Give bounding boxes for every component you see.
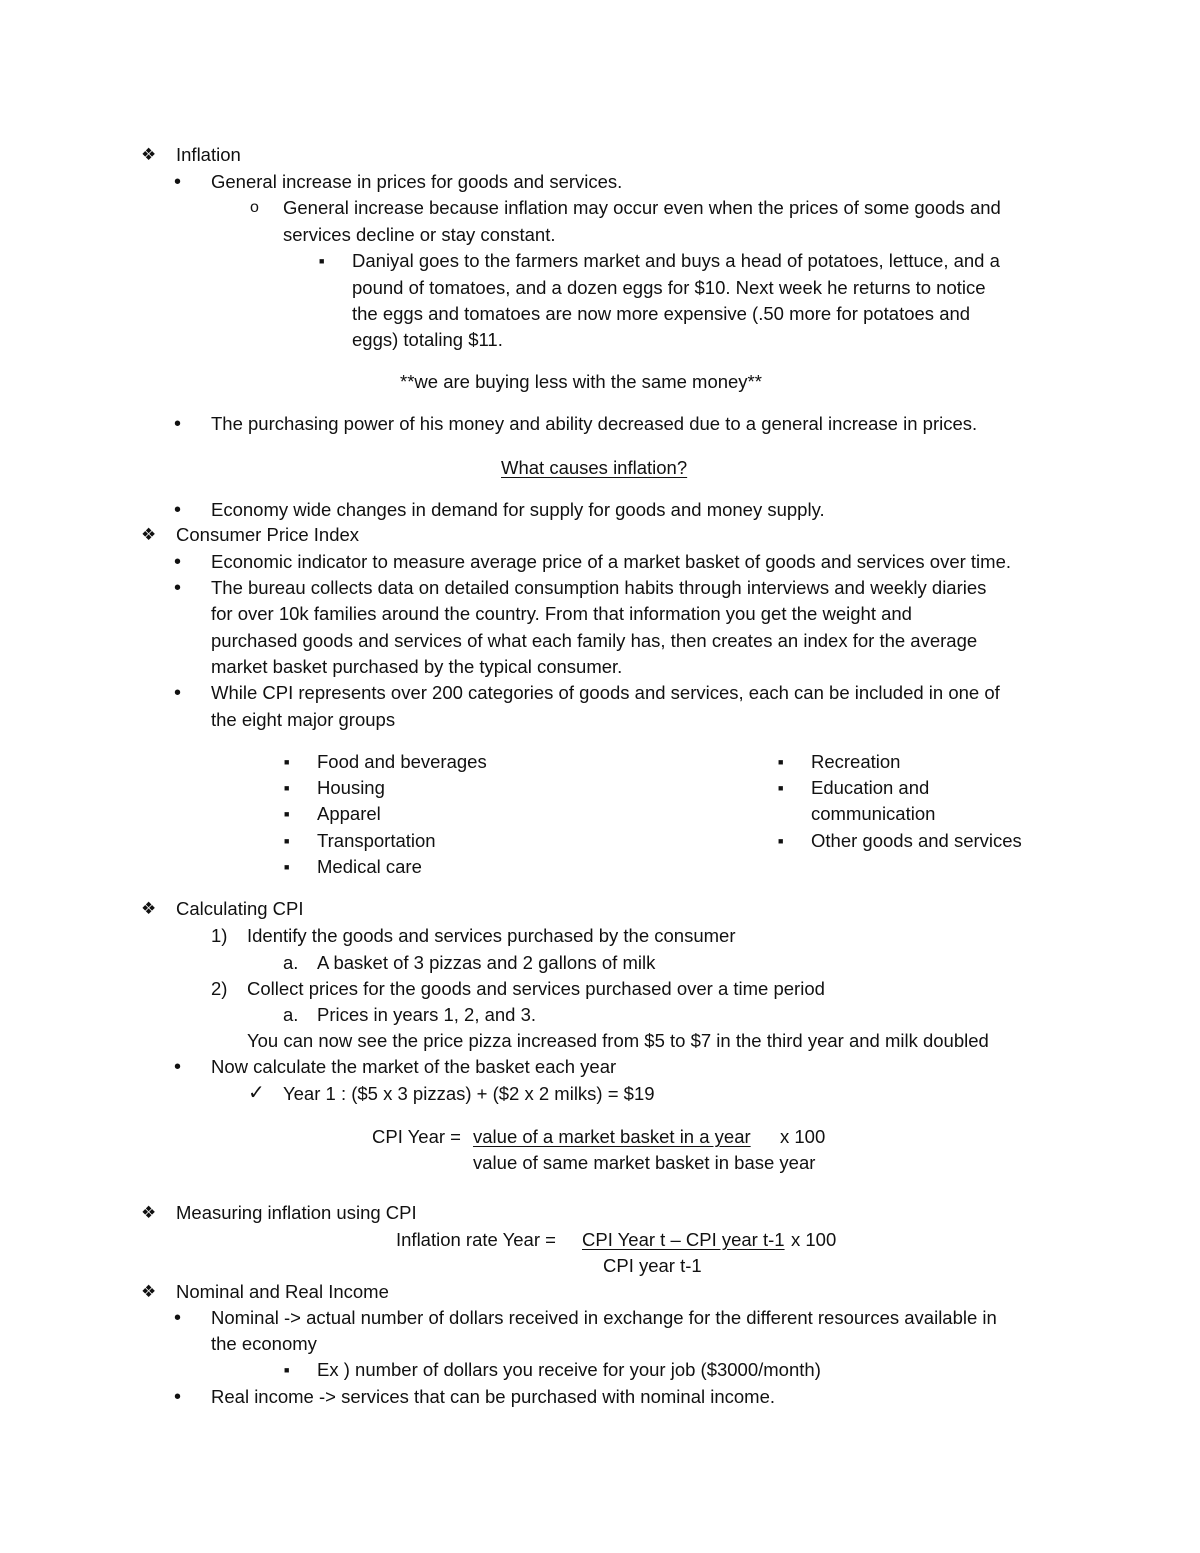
subheading-causes: What causes inflation? <box>501 457 688 478</box>
bullet-icon: • <box>174 682 182 704</box>
formula-multiplier: x 100 <box>791 1229 837 1250</box>
list-item: Economy wide changes in demand for supply for goods and money supply. <box>211 499 825 520</box>
formula-label: CPI Year = <box>372 1126 461 1147</box>
bullet-icon: • <box>174 171 182 193</box>
example-line: eggs) totaling $11. <box>352 329 503 350</box>
example-line: Daniyal goes to the farmers market and buys a head of potatoes, lettuce, and a <box>352 250 1000 271</box>
formula-label: Inflation rate Year = <box>396 1229 556 1250</box>
list-item: General increase because inflation may occur even when the prices of some goods and <box>283 197 1001 218</box>
group-item: Education and <box>811 777 930 798</box>
diamond-bullet-icon: ❖ <box>141 145 157 164</box>
substep-text: Prices in years 1, 2, and 3. <box>317 1004 537 1025</box>
square-bullet-icon: ■ <box>319 256 325 266</box>
diamond-bullet-icon: ❖ <box>141 1282 157 1301</box>
bullet-icon: • <box>174 499 182 521</box>
section-heading-measuring: Measuring inflation using CPI <box>176 1202 417 1223</box>
list-item: Real income -> services that can be purchased with nominal income. <box>211 1386 776 1407</box>
bullet-icon: • <box>174 1307 182 1329</box>
list-item-cont: for over 10k families around the country. From that information you get the weight and <box>211 603 912 624</box>
formula-numerator: value of a market basket in a year <box>473 1126 751 1147</box>
list-item-cont: market basket purchased by the typical consumer. <box>211 656 623 677</box>
list-item-cont: services decline or stay constant. <box>283 224 556 245</box>
list-item: While CPI represents over 200 categories of goods and services, each can be included in one of <box>211 682 1000 703</box>
list-item: The purchasing power of his money and ability decreased due to a general increase in prices. <box>211 413 978 434</box>
formula-numerator: CPI Year t – CPI year t-1 <box>582 1229 785 1250</box>
list-item: Nominal -> actual number of dollars received in exchange for the different resources available in <box>211 1307 997 1328</box>
substep-letter: a. <box>283 1004 299 1025</box>
list-item: General increase in prices for goods and services. <box>211 171 623 192</box>
example-line: pound of tomatoes, and a dozen eggs for $10. Next week he returns to notice <box>352 277 986 298</box>
group-item: Housing <box>317 777 385 798</box>
list-item: Now calculate the market of the basket each year <box>211 1056 617 1077</box>
section-heading-calculating: Calculating CPI <box>176 898 304 919</box>
square-bullet-icon: ■ <box>778 836 784 846</box>
square-bullet-icon: ■ <box>778 757 784 767</box>
section-heading-cpi: Consumer Price Index <box>176 524 360 545</box>
step-text: Identify the goods and services purchased by the consumer <box>247 925 736 946</box>
formula-denominator: CPI year t-1 <box>603 1255 702 1276</box>
group-item: Medical care <box>317 856 422 877</box>
bullet-icon: • <box>174 551 182 573</box>
diamond-bullet-icon: ❖ <box>141 899 157 918</box>
diamond-bullet-icon: ❖ <box>141 525 157 544</box>
group-item: Other goods and services <box>811 830 1022 851</box>
step-number: 1) <box>211 925 228 946</box>
group-item: Food and beverages <box>317 751 487 772</box>
step-text: Collect prices for the goods and services purchased over a time period <box>247 978 825 999</box>
bullet-icon: • <box>174 413 182 435</box>
square-bullet-icon: ■ <box>284 836 290 846</box>
circle-bullet-icon: o <box>250 199 259 216</box>
group-item-cont: communication <box>811 803 936 824</box>
section-heading-inflation: Inflation <box>176 144 241 165</box>
square-bullet-icon: ■ <box>284 809 290 819</box>
formula-multiplier: x 100 <box>780 1126 826 1147</box>
note-text: **we are buying less with the same money** <box>400 371 762 392</box>
square-bullet-icon: ■ <box>284 757 290 767</box>
square-bullet-icon: ■ <box>284 862 290 872</box>
group-item: Transportation <box>317 830 436 851</box>
checkmark-icon: ✓ <box>248 1082 265 1104</box>
list-item-cont: the eight major groups <box>211 709 396 730</box>
diamond-bullet-icon: ❖ <box>141 1203 157 1222</box>
list-item-cont: purchased goods and services of what each family has, then creates an index for the average <box>211 630 978 651</box>
square-bullet-icon: ■ <box>778 783 784 793</box>
example-line: Ex ) number of dollars you receive for your job ($3000/month) <box>317 1359 821 1380</box>
step-number: 2) <box>211 978 228 999</box>
bullet-icon: • <box>174 577 182 599</box>
section-heading-income: Nominal and Real Income <box>176 1281 389 1302</box>
check-item: Year 1 : ($5 x 3 pizzas) + ($2 x 2 milks) = $19 <box>283 1083 655 1104</box>
square-bullet-icon: ■ <box>284 783 290 793</box>
bullet-icon: • <box>174 1056 182 1078</box>
example-line: the eggs and tomatoes are now more expensive (.50 more for potatoes and <box>352 303 971 324</box>
note-text: You can now see the price pizza increased from $5 to $7 in the third year and milk doubled <box>247 1030 989 1051</box>
list-item: Economic indicator to measure average price of a market basket of goods and services over time. <box>211 551 1011 572</box>
substep-letter: a. <box>283 952 299 973</box>
formula-denominator: value of same market basket in base year <box>473 1152 816 1173</box>
group-item: Apparel <box>317 803 381 824</box>
group-item: Recreation <box>811 751 901 772</box>
bullet-icon: • <box>174 1386 182 1408</box>
list-item: The bureau collects data on detailed consumption habits through interviews and weekly diaries <box>211 577 987 598</box>
substep-text: A basket of 3 pizzas and 2 gallons of milk <box>317 952 656 973</box>
list-item-cont: the economy <box>211 1333 317 1354</box>
square-bullet-icon: ■ <box>284 1365 290 1375</box>
